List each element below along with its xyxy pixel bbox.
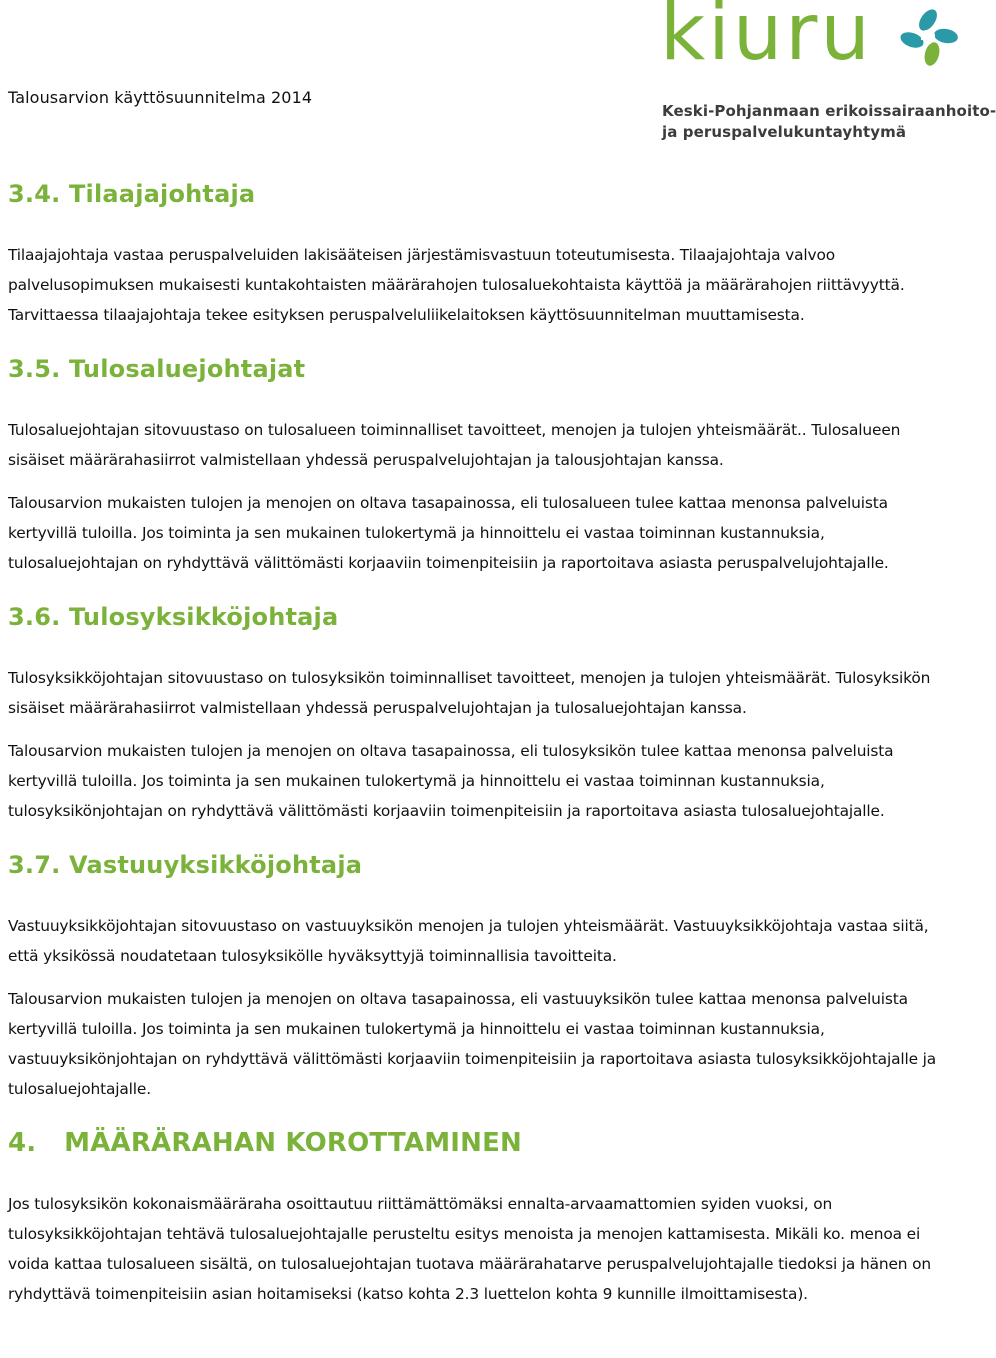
document-body: [8, 168, 953, 1322]
section-heading: 3.4. Tilaajajohtaja: [8, 180, 256, 208]
leaf-cross-icon: [898, 8, 958, 66]
paragraph: Jos tulosyksikön kokonaismääräraha osoittautuu riittämättömäksi ennalta-arvaamattomien syiden vuoksi, on tulosyksikköjohtajan tehtävä tulosaluejohtajalle perusteltu esitys menoista ja menojen kattamisesta. Mikäli ko. menoa ei voida kattaa tulosalueen sisältä, on tulosaluejohtajan tuotava määrärahatarve peruspalvelujohtajalle tiedoksi ja hänen on ryhdyttävä toimenpiteisiin asian hoitamiseksi (katso kohta 2.3 luettelon kohta 9 kunnille ilmoittamisesta).: [8, 1195, 931, 1303]
section-heading: 3.6. Tulosyksikköjohtaja: [8, 603, 339, 631]
section-3-7: [8, 839, 953, 1104]
section-3-4: [8, 168, 953, 330]
paragraph: Tulosyksikköjohtajan sitovuustaso on tulosyksikön toiminnalliset tavoitteet, menojen ja tulojen yhteismäärät. Tulosyksikön sisäiset määrärahasiirrot valmistellaan yhdessä peruspalvelujohtajan ja tulosaluejohtajan kanssa.: [8, 669, 931, 717]
logo-subtitle-line1: Keski-Pohjanmaan erikoissairaanhoito-: [662, 102, 996, 120]
paragraph: Talousarvion mukaisten tulojen ja menojen on oltava tasapainossa, eli tulosyksikön tulee kattaa menonsa palveluista kertyvillä tuloilla. Jos toiminta ja sen mukainen tulokertymä ja hinnoittelu ei vastaa toiminnan kustannuksia, tulosyksikönjohtajan on ryhdyttävä välittömästi korjaaviin toimenpiteisiin ja raportoitava asiasta tulosaluejohtajalle.: [8, 742, 894, 820]
paragraph: Talousarvion mukaisten tulojen ja menojen on oltava tasapainossa, eli tulosalueen tulee kattaa menonsa palveluista kertyvillä tuloilla. Jos toiminta ja sen mukainen tulokertymä ja hinnoittelu ei vastaa toiminnan kustannuksia, tulosaluejohtajan on ryhdyttävä välittömästi korjaaviin toimenpiteisiin ja raportoitava asiasta peruspalvelujohtajalle.: [8, 494, 889, 572]
section-4: [8, 1117, 953, 1309]
section-3-6: [8, 591, 953, 826]
paragraph: Tulosaluejohtajan sitovuustaso on tulosalueen toiminnalliset tavoitteet, menojen ja tulojen yhteismäärät.. Tulosalueen sisäiset määrärahasiirrot valmistellaan yhdessä peruspalvelujohtajan ja talousjohtajan kanssa.: [8, 421, 901, 469]
section-3-5: [8, 343, 953, 578]
paragraph: Talousarvion mukaisten tulojen ja menojen on oltava tasapainossa, eli vastuuyksikön tulee kattaa menonsa palveluista kertyvillä tuloilla. Jos toiminta ja sen mukainen tulokertymä ja hinnoittelu ei vastaa toiminnan kustannuksia, vastuuyksikönjohtajan on ryhdyttävä välittömästi korjaaviin toimenpiteisiin ja raportoitava asiasta tulosyksikköjohtajalle ja tulosaluejohtajalle.: [8, 990, 937, 1098]
section-heading: 3.7. Vastuuyksikköjohtaja: [8, 851, 363, 879]
logo-wordmark: kiuru: [660, 0, 873, 78]
section-heading: 4. MÄÄRÄRAHAN KOROTTAMINEN: [8, 1128, 523, 1158]
document-header-title: Talousarvion käyttösuunnitelma 2014: [8, 88, 313, 107]
paragraph: Tilaajajohtaja vastaa peruspalveluiden lakisääteisen järjestämisvastuun toteutumisesta. Tilaajajohtaja valvoo palvelusopimuksen mukaisesti kuntakohtaisten määrärahojen tulosaluekohtaista käyttöä ja määrärahojen riittävyyttä. Tarvittaessa tilaajajohtaja tekee esityksen peruspalveluliikelaitoksen käyttösuunnitelman muuttamisesta.: [8, 246, 905, 324]
logo-subtitle-line2: ja peruspalvelukuntayhtymä: [662, 123, 907, 141]
section-heading: 3.5. Tulosaluejohtajat: [8, 355, 306, 383]
kiuru-logo: [660, 0, 996, 142]
paragraph: Vastuuyksikköjohtajan sitovuustaso on vastuuyksikön menojen ja tulojen yhteismäärät. Vastuuyksikköjohtaja vastaa siitä, että yksikössä noudatetaan tulosyksikölle hyväksyttyjä toiminnallisia tavoitteita.: [8, 917, 929, 965]
